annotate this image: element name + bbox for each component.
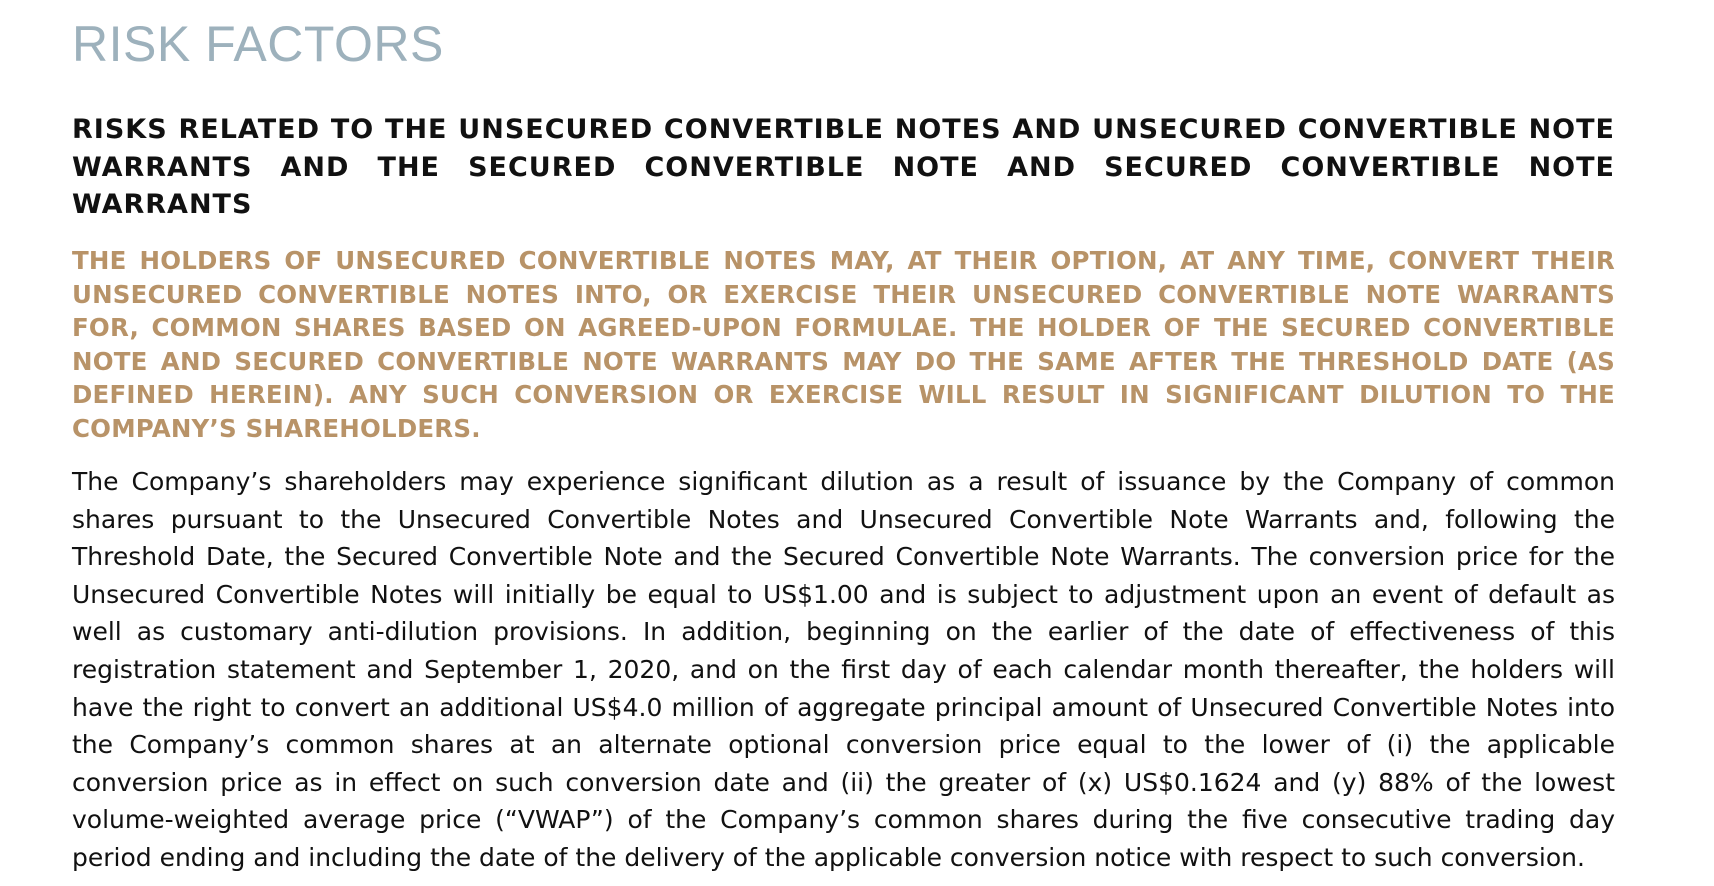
section-title: RISK FACTORS bbox=[72, 16, 444, 72]
risk-category-heading: RISKS RELATED TO THE UNSECURED CONVERTIBLE NOTES AND UNSECURED CONVERTIBLE NOTE WARRANTS AND THE SECURED CONVERTIBLE NOTE AND SECURED CONVERTIBLE NOTE WARRANTS bbox=[72, 114, 1615, 220]
risk-factor-body-paragraph: The Company’s shareholders may experience significant dilution as a result of issuance by the Company of common shares pursuant to the Unsecured Convertible Notes and Unsecured Convertible Note Warrants and, following the Threshold Date, the Secured Convertible Note and the Secured Convertible Note Warrants. The conversion price for the Unsecured Convertible Notes will initially be equal to US$1.00 and is subject to adjustment upon an event of default as well as customary anti-dilution provisions. In addition, beginning on the earlier of the date of effectiveness of this registration statement and September 1, 2020, and on the first day of each calendar month thereafter, the holders will have the right to convert an additional US$4.0 million of aggregate principal amount of Unsecured Convertible Notes into the Company’s common shares at an alternate optional conversion price equal to the lower of (i) the applicable conversion price as in effect on such conversion date and (ii) the greater of (x) US$0.1624 and (y) 88% of the lowest volume-weighted average price (“VWAP”) of the Company’s common shares during the five consecutive trading day period ending and including the date of the delivery of the applicable conversion notice with respect to such conversion. bbox=[72, 467, 1615, 872]
risk-factor-subheading: THE HOLDERS OF UNSECURED CONVERTIBLE NOTES MAY, AT THEIR OPTION, AT ANY TIME, CONVERT THEIR UNSECURED CONVERTIBLE NOTES INTO, OR EXERCISE THEIR UNSECURED CONVERTIBLE NOTE WARRANTS FOR, COMMON SHARES BASED ON AGREED-UPON FORMULAE. THE HOLDER OF THE SECURED CONVERTIBLE NOTE AND SECURED CONVERTIBLE NOTE WARRANTS MAY DO THE SAME AFTER THE THRESHOLD DATE (AS DEFINED HEREIN). ANY SUCH CONVERSION OR EXERCISE WILL RESULT IN SIGNIFICANT DILUTION TO THE COMPANY’S SHAREHOLDERS. bbox=[72, 246, 1615, 443]
